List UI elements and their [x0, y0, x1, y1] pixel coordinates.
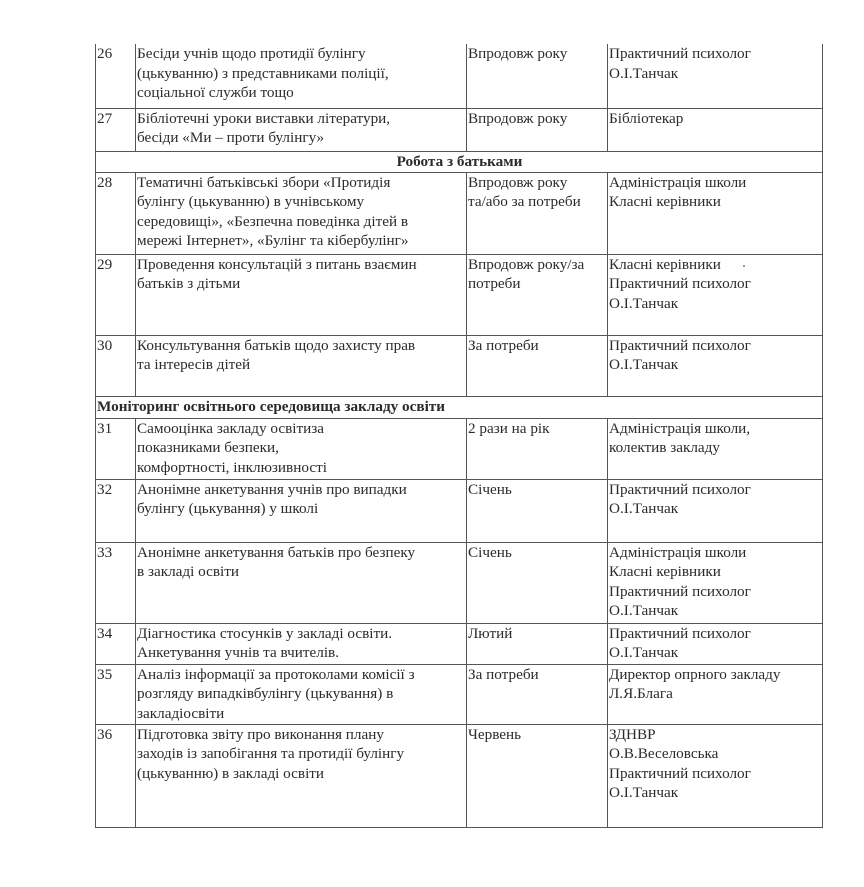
term-cell-line: За потреби — [468, 665, 539, 683]
term-cell-line: Лютий — [468, 624, 513, 642]
term-cell — [467, 418, 608, 479]
activity-cell-line: розгляду випадківбулінгу (цькування) в — [137, 685, 394, 702]
responsible-cell-line: Практичний психолог — [609, 45, 751, 62]
responsible-cell-line: О.І.Танчак — [609, 356, 679, 373]
activity-cell-line: мережі Інтернет», «Булінг та кібербулінг» — [137, 232, 409, 249]
responsible-cell-line: О.І.Танчак — [609, 644, 679, 661]
row-number: 26 — [96, 44, 136, 108]
section-header-row — [96, 396, 823, 418]
responsible-cell-line: Практичний психолог — [609, 624, 751, 642]
responsible-cell-line: Практичний психолог — [609, 336, 751, 354]
term-cell-line: Січень — [468, 480, 512, 498]
row-number: 30 — [96, 335, 136, 396]
responsible-cell — [608, 623, 823, 664]
term-cell-line: Впродовж року — [468, 109, 568, 127]
responsible-cell-line: Практичний психолог — [609, 764, 751, 782]
responsible-cell — [608, 542, 823, 623]
responsible-cell-line: Практичний психолог — [609, 480, 751, 498]
responsible-cell-line: Адміністрація школи, — [609, 419, 751, 437]
row-number: 27 — [96, 108, 136, 151]
activity-cell — [136, 418, 467, 479]
activity-cell-line: в закладі освіти — [137, 563, 240, 580]
responsible-cell — [608, 664, 823, 724]
section-title-parents: Робота з батьками — [96, 151, 823, 172]
responsible-cell-line: О.І.Танчак — [609, 602, 679, 619]
responsible-cell-line: О.І.Танчак — [609, 500, 679, 517]
term-cell-line: потреби — [468, 275, 521, 292]
responsible-cell-line: О.І.Танчак — [609, 784, 679, 801]
row-number: 29 — [96, 254, 136, 335]
responsible-cell-line: ЗДНВР — [609, 725, 656, 743]
activity-cell-line: показниками безпеки, — [137, 439, 279, 456]
responsible-cell-line: Бібліотекар — [609, 109, 684, 127]
term-cell — [467, 724, 608, 827]
activity-cell-line: Підготовка звіту про виконання плану — [137, 725, 384, 743]
activity-cell-line: Самооцінка закладу освітиза — [137, 419, 324, 437]
term-cell-line: 2 рази на рік — [468, 419, 550, 437]
term-cell — [467, 664, 608, 724]
responsible-cell — [608, 108, 823, 151]
activity-cell-line: Анонімне анкетування учнів про випадки — [137, 480, 407, 498]
table-row — [96, 418, 823, 479]
responsible-cell-line: Практичний психолог — [609, 582, 751, 600]
activity-cell — [136, 664, 467, 724]
term-cell-line: Впродовж року — [468, 45, 568, 62]
term-cell-line: За потреби — [468, 336, 539, 354]
activity-cell-line: (цькуванню) в закладі освіти — [137, 764, 325, 782]
table-row — [96, 335, 823, 396]
row-number: 34 — [96, 623, 136, 664]
table-row — [96, 172, 823, 254]
activity-cell — [136, 108, 467, 151]
responsible-cell-line: Класні керівники — [609, 255, 721, 273]
term-cell — [467, 542, 608, 623]
responsible-cell-line: О.І.Танчак — [609, 294, 679, 312]
activity-cell-line: Бібліотечні уроки виставки літератури, — [137, 109, 391, 127]
activity-cell-line: Консультування батьків щодо захисту прав — [137, 336, 416, 354]
term-cell — [467, 172, 608, 254]
responsible-cell-line: О.В.Веселовська — [609, 745, 719, 762]
activity-cell-line: Анонімне анкетування батьків про безпеку — [137, 543, 416, 561]
responsible-cell-line: колектив закладу — [609, 439, 720, 456]
table-row — [96, 108, 823, 151]
activity-cell-line: булінгу (цькування) у школі — [137, 500, 319, 517]
activity-cell — [136, 724, 467, 827]
term-cell-line: Впродовж року/за — [468, 255, 585, 273]
table-row — [96, 44, 823, 108]
row-number: 28 — [96, 172, 136, 254]
term-cell-line: Впродовж року — [468, 173, 568, 191]
table-row — [96, 542, 823, 623]
row-number: 36 — [96, 724, 136, 827]
responsible-cell-line: О.І.Танчак — [609, 64, 679, 82]
activity-cell-line: закладіосвіти — [137, 704, 225, 722]
responsible-cell — [608, 44, 823, 108]
activity-cell-line: заходів із запобігання та протидії булінгу — [137, 745, 405, 762]
term-cell — [467, 623, 608, 664]
activity-cell — [136, 479, 467, 542]
term-cell-line: Січень — [468, 543, 512, 561]
responsible-cell — [608, 254, 823, 335]
row-number: 32 — [96, 479, 136, 542]
responsible-cell-line: Класні керівники — [609, 193, 721, 210]
table-row — [96, 623, 823, 664]
activity-cell-line: соціальної служби тощо — [137, 84, 294, 101]
activity-cell — [136, 254, 467, 335]
responsible-cell-line: Адміністрація школи — [609, 543, 747, 561]
row-number: 35 — [96, 664, 136, 724]
term-cell-line: та/або за потреби — [468, 193, 581, 210]
responsible-cell — [608, 724, 823, 827]
activity-cell-line: Аналіз інформації за протоколами комісії з — [137, 665, 415, 683]
activity-cell-line: Тематичні батьківські збори «Протидія — [137, 173, 391, 191]
responsible-cell-line: Л.Я.Блага — [609, 685, 673, 702]
term-cell — [467, 479, 608, 542]
responsible-cell — [608, 479, 823, 542]
activity-plan-table — [95, 44, 823, 828]
section-title-monitoring: Моніторинг освітнього середовища закладу освіти — [96, 396, 823, 418]
activity-cell-line: Проведення консультацій з питань взаємин — [137, 255, 417, 273]
term-cell — [467, 44, 608, 108]
activity-cell-line: комфортності, інклюзивності — [137, 458, 327, 476]
activity-cell-line: середовищі», «Безпечна поведінка дітей в — [137, 212, 409, 230]
activity-cell — [136, 335, 467, 396]
activity-cell-line: Діагностика стосунків у закладі освіти. — [137, 624, 393, 642]
table-row — [96, 479, 823, 542]
term-cell-line: Червень — [468, 725, 522, 743]
activity-cell-line: бесіди «Ми – проти булінгу» — [137, 129, 325, 146]
activity-cell-line: та інтересів дітей — [137, 356, 251, 373]
table-row — [96, 254, 823, 335]
responsible-cell-line: Класні керівники — [609, 563, 721, 580]
responsible-cell — [608, 335, 823, 396]
section-header-row — [96, 151, 823, 172]
activity-cell — [136, 172, 467, 254]
activity-cell-line: батьків з дітьми — [137, 275, 241, 292]
table-row — [96, 724, 823, 827]
responsible-cell-line: Адміністрація школи — [609, 173, 747, 191]
activity-cell-line: булінгу (цькуванню) в учнівському — [137, 193, 365, 210]
responsible-cell-line: Директор опрного закладу — [609, 665, 781, 683]
term-cell — [467, 108, 608, 151]
responsible-cell-line: Практичний психолог — [609, 275, 751, 292]
activity-cell — [136, 623, 467, 664]
row-number: 31 — [96, 418, 136, 479]
activity-cell-line: Бесіди учнів щодо протидії булінгу — [137, 45, 366, 62]
responsible-cell — [608, 418, 823, 479]
scan-speck — [743, 265, 745, 267]
term-cell — [467, 335, 608, 396]
row-number: 33 — [96, 542, 136, 623]
table-row — [96, 664, 823, 724]
activity-cell-line: (цькуванню) з представниками поліції, — [137, 64, 389, 82]
term-cell — [467, 254, 608, 335]
responsible-cell — [608, 172, 823, 254]
activity-cell — [136, 44, 467, 108]
activity-cell — [136, 542, 467, 623]
activity-cell-line: Анкетування учнів та вчителів. — [137, 644, 340, 661]
